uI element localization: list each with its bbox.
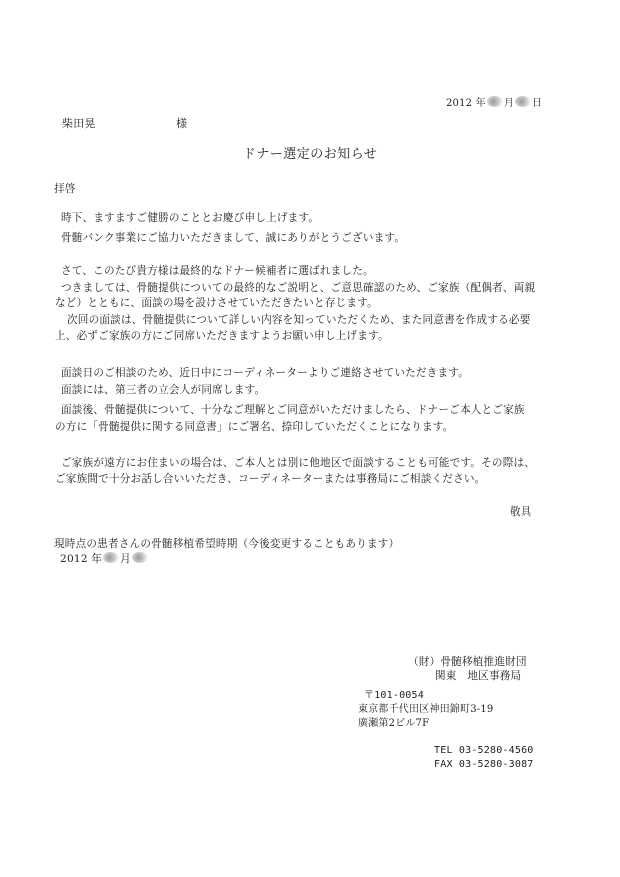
patient-note-month-suffix: 月 bbox=[120, 553, 131, 565]
recipient-line bbox=[62, 117, 188, 131]
patient-note-label: 現時点の患者さんの骨髄移植希望時期（今後変更することもあります） bbox=[54, 538, 400, 550]
sender-office: 関東 地区事務局 bbox=[435, 670, 522, 682]
paragraph-line: 次回の面談は、骨髄提供について詳しい内容を知っていただくため、また同意書を作成する必要 bbox=[67, 314, 531, 326]
redacted-month-mark bbox=[103, 552, 119, 563]
paragraph-line: 上、必ずご家族の方にご同席いただきますようお願い申し上げます。 bbox=[55, 330, 389, 342]
paragraph-line: 面談日のご相談のため、近日中にコーディネーターよりご連絡させていただきます。 bbox=[61, 367, 470, 379]
redacted-month-mark bbox=[487, 96, 503, 107]
date-month-suffix: 月 bbox=[503, 98, 515, 109]
paragraph-line: さて、このたび貴方様は最終的なドナー候補者に選ばれました。 bbox=[61, 265, 374, 277]
patient-note-year: 2012 年 bbox=[60, 553, 103, 565]
letter-title: ドナー選定のお知らせ bbox=[242, 147, 378, 162]
sender-fax: FAX 03-5280-3087 bbox=[434, 759, 534, 770]
paragraph-line: 時下、ますますご健勝のこととお慶び申し上げます。 bbox=[61, 212, 320, 224]
paragraph-line: など）とともに、面談の場を設けさせていただきたいと存じます。 bbox=[55, 297, 378, 309]
letter-date bbox=[446, 96, 542, 111]
paragraph-line: ご家族が遠方にお住まいの場合は、ご本人とは別に他地区で面談することも可能です。その際は、 bbox=[61, 457, 536, 469]
sender-tel: TEL 03-5280-4560 bbox=[434, 745, 534, 756]
closing: 敬具 bbox=[510, 506, 532, 518]
paragraph-line: の方に「骨髄提供に関する同意書」にご署名、捺印していただくことになります。 bbox=[55, 421, 454, 433]
redacted-day-mark bbox=[132, 552, 148, 563]
paragraph-line: 骨髄バンク事業にご協力いただきまして、誠にありがとうございます。 bbox=[61, 232, 406, 244]
redacted-day-mark bbox=[515, 96, 531, 107]
recipient-honorific: 様 bbox=[176, 117, 188, 130]
paragraph-line: ご家族間で十分お話し合いいただき、コーディネーターまたは事務局にご相談ください。 bbox=[55, 473, 486, 485]
paragraph-line: 面談には、第三者の立会人が同席します。 bbox=[61, 384, 266, 396]
patient-note-date bbox=[60, 552, 149, 566]
paragraph-line: 面談後、骨髄提供について、十分なご理解とご同意がいただけましたら、ドナーご本人とご家族 bbox=[61, 404, 525, 416]
date-day-suffix: 日 bbox=[532, 98, 543, 109]
recipient-name: 柴田晃 bbox=[62, 117, 96, 130]
sender-address-line1: 東京都千代田区神田錦町3-19 bbox=[358, 704, 494, 715]
sender-address-line2: 廣瀬第2ビル7F bbox=[358, 718, 430, 729]
greeting: 拝啓 bbox=[54, 183, 76, 195]
sender-postal: 〒101-0054 bbox=[364, 690, 424, 701]
date-year: 2012 年 bbox=[446, 98, 486, 109]
paragraph-line: つきましては、骨髄提供についての最終的なご説明と、ご意思確認のため、ご家族（配偶者、両親 bbox=[61, 282, 536, 294]
sender-org: （財）骨髄移植推進財団 bbox=[408, 656, 527, 668]
